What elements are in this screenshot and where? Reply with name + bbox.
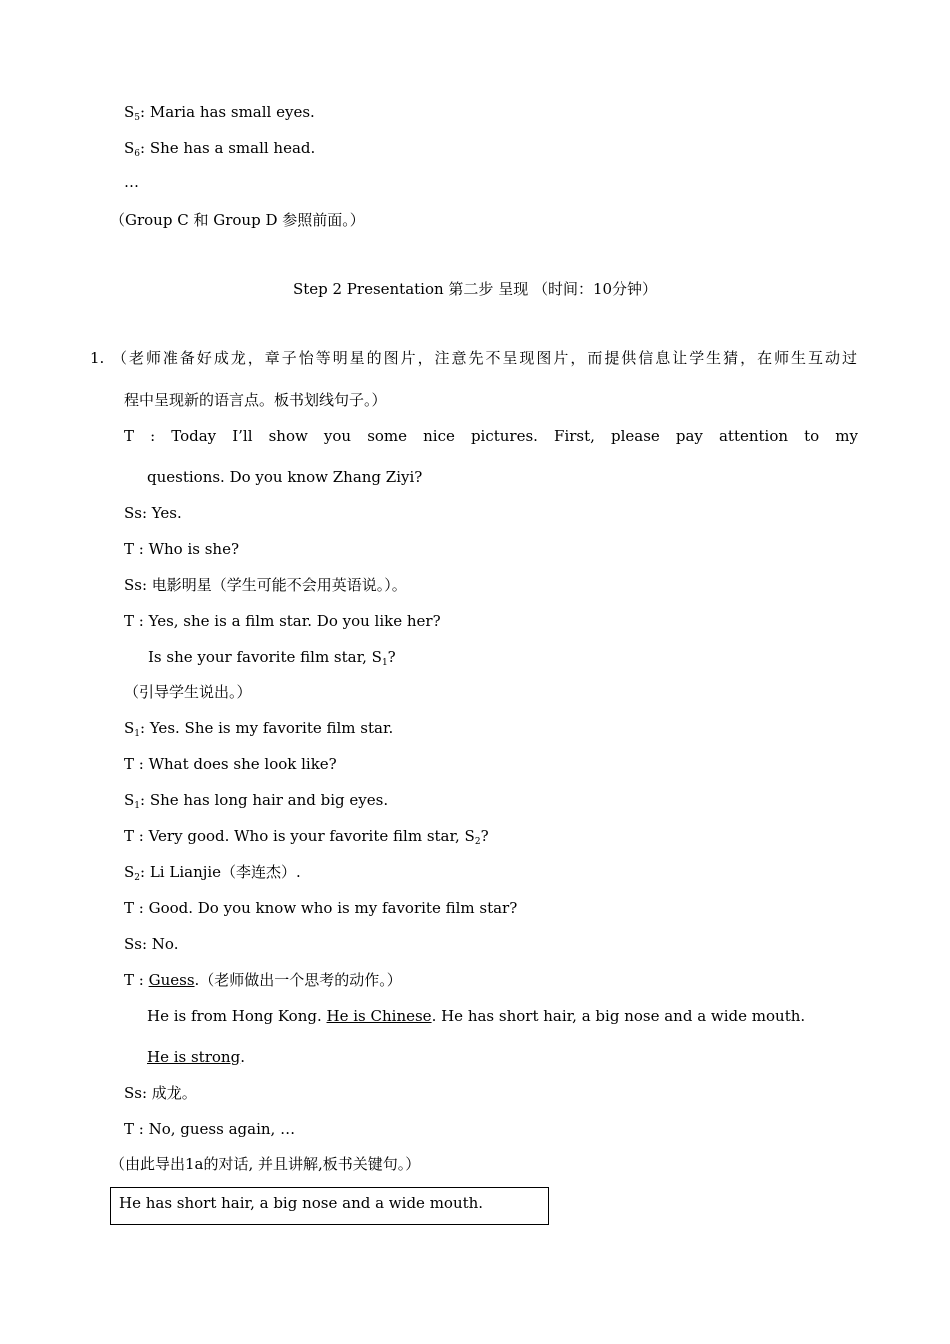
student-s1-line-1: $S_1$: Yes. She is my favorite film star. <box>124 719 394 739</box>
underlined-strong: He is strong <box>147 1048 241 1066</box>
teacher-line-1b: questions. Do you know Zhang Ziyi? <box>147 468 423 486</box>
teacher-line-6: T : Good. Do you know who is my favorite film star? <box>124 899 518 917</box>
instruction-line-2: 程中呈现新的语言点。板书划线句子。） <box>124 391 387 409</box>
ellipsis: … <box>124 173 139 191</box>
teacher-line-2: T : Who is she? <box>124 540 240 558</box>
instruction-line-1: （老师准备好成龙，章子怡等明星的图片，注意先不呈现图片，而提供信息让学生猜，在师生互动过 <box>112 349 857 367</box>
teacher-line-7: T : Guess.（老师做出一个思考的动作。） <box>124 971 402 989</box>
step-heading: Step 2 Presentation 第二步 呈现 （时间：10分钟） <box>292 280 658 298</box>
teacher-line-8: T : No, guess again, … <box>124 1120 296 1138</box>
group-note: （Group C 和 Group D 参照前面。） <box>110 211 365 229</box>
student-s2-line: $S_2$: Li Lianjie（李连杰）. <box>124 863 301 883</box>
dialogue-line-s6: $S_6$: She has a small head. <box>124 139 316 159</box>
dialogue-line-s5: $S_5$: Maria has small eyes. <box>124 103 315 123</box>
teacher-line-1a: T : Today I’ll show you some nice pictures. First, please pay attention to my <box>124 427 858 445</box>
students-line-2: Ss: 电影明星（学生可能不会用英语说。）。 <box>124 576 407 594</box>
teacher-line-4: T : What does she look like? <box>124 755 337 773</box>
underlined-guess: Guess <box>148 971 195 989</box>
teacher-line-7c: He is strong. <box>147 1048 245 1066</box>
lead-note: （由此导出1a的对话, 并且讲解,板书关键句。） <box>110 1155 421 1173</box>
item-number: 1. <box>90 349 105 367</box>
teacher-line-5: T : Very good. Who is your favorite film star, $S_2$? <box>124 827 489 847</box>
teacher-line-3b: Is she your favorite film star, $S_1$? <box>148 648 396 668</box>
students-line-1: Ss: Yes. <box>124 504 182 522</box>
guide-note: （引导学生说出。） <box>124 683 252 701</box>
teacher-line-7b: He is from Hong Kong. He is Chinese. He has short hair, a big nose and a wide mouth. <box>147 1007 806 1025</box>
underlined-chinese: He is Chinese <box>326 1007 432 1025</box>
students-line-3: Ss: No. <box>124 935 179 953</box>
key-sentence-box <box>110 1187 549 1225</box>
key-sentence: He has short hair, a big nose and a wide mouth. <box>119 1194 484 1212</box>
student-s1-line-2: $S_1$: She has long hair and big eyes. <box>124 791 389 811</box>
students-line-4: Ss: 成龙。 <box>124 1084 197 1102</box>
teacher-line-3: T : Yes, she is a film star. Do you like her? <box>124 612 441 630</box>
